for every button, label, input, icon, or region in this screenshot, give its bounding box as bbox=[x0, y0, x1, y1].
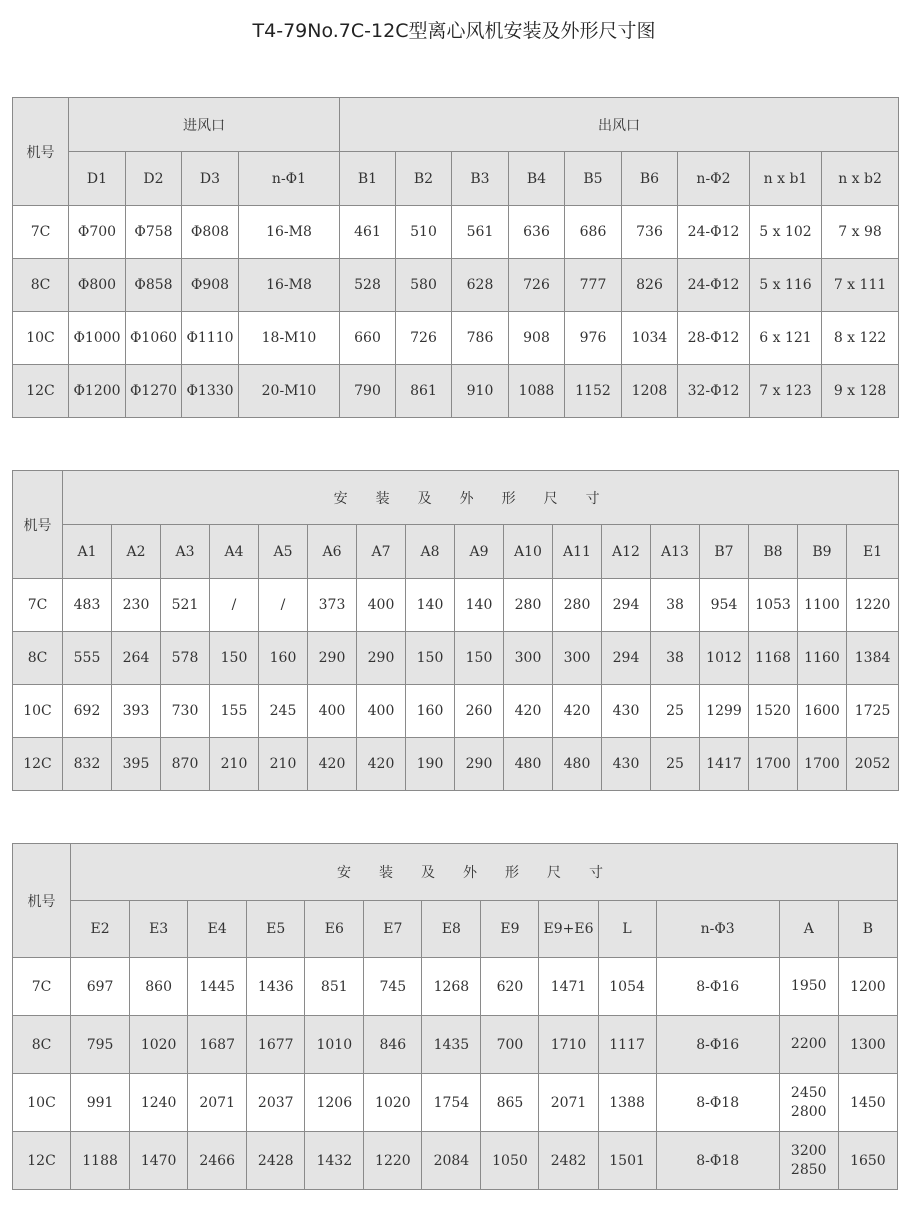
value-cell: 420 bbox=[504, 685, 553, 738]
value-cell: 190 bbox=[406, 738, 455, 791]
inlet-group-header: 进风口 bbox=[69, 98, 340, 152]
value-cell: 578 bbox=[161, 632, 210, 685]
value-cell: 290 bbox=[455, 738, 504, 791]
value-cell: 620 bbox=[481, 958, 539, 1016]
value-cell: 1299 bbox=[700, 685, 749, 738]
value-cell: 1020 bbox=[364, 1074, 422, 1132]
value-cell: 8-Φ18 bbox=[656, 1074, 779, 1132]
value-cell: 1208 bbox=[622, 365, 678, 418]
value-cell: 461 bbox=[340, 206, 396, 259]
value-cell: 150 bbox=[455, 632, 504, 685]
value-cell: 510 bbox=[396, 206, 452, 259]
column-header: B4 bbox=[509, 152, 565, 206]
outlet-group-header: 出风口 bbox=[340, 98, 899, 152]
value-cell: 1725 bbox=[847, 685, 899, 738]
installation-dimensions-table-1 bbox=[12, 470, 899, 791]
column-header: E3 bbox=[130, 901, 188, 958]
value-cell: 150 bbox=[406, 632, 455, 685]
value-cell: 726 bbox=[509, 259, 565, 312]
value-cell: 846 bbox=[364, 1016, 422, 1074]
column-header: A4 bbox=[210, 525, 259, 579]
value-cell: 745 bbox=[364, 958, 422, 1016]
value-cell: 1100 bbox=[798, 579, 847, 632]
machine-no-cell: 10C bbox=[13, 312, 69, 365]
column-header: B3 bbox=[452, 152, 509, 206]
value-cell: 140 bbox=[406, 579, 455, 632]
value-cell: 1700 bbox=[798, 738, 847, 791]
value-cell: Φ800 bbox=[69, 259, 126, 312]
table-row bbox=[13, 632, 899, 685]
value-cell: Φ808 bbox=[182, 206, 239, 259]
value-cell: 6 x 121 bbox=[750, 312, 822, 365]
value-cell: 1384 bbox=[847, 632, 899, 685]
value-cell: 861 bbox=[396, 365, 452, 418]
machine-no-cell: 10C bbox=[13, 685, 63, 738]
table-row bbox=[13, 259, 899, 312]
value-cell: 430 bbox=[602, 738, 651, 791]
value-cell: 976 bbox=[565, 312, 622, 365]
column-header: B5 bbox=[565, 152, 622, 206]
value-cell: 910 bbox=[452, 365, 509, 418]
value-cell: 555 bbox=[63, 632, 112, 685]
column-header: D2 bbox=[126, 152, 182, 206]
value-cell: 1432 bbox=[305, 1132, 364, 1190]
value-cell-b: 1450 bbox=[838, 1074, 897, 1132]
value-cell: / bbox=[259, 579, 308, 632]
value-cell: 400 bbox=[308, 685, 357, 738]
value-cell-a bbox=[779, 1074, 838, 1132]
value-cell: 1012 bbox=[700, 632, 749, 685]
value-cell: 1417 bbox=[700, 738, 749, 791]
value-cell: 260 bbox=[455, 685, 504, 738]
value-cell: 155 bbox=[210, 685, 259, 738]
value-cell: 300 bbox=[553, 632, 602, 685]
value-cell: 1435 bbox=[422, 1016, 481, 1074]
table-row bbox=[13, 206, 899, 259]
value-cell-b: 1650 bbox=[838, 1132, 897, 1190]
value-cell: 730 bbox=[161, 685, 210, 738]
value-cell: 700 bbox=[481, 1016, 539, 1074]
value-cell: Φ1110 bbox=[182, 312, 239, 365]
value-cell: 160 bbox=[259, 632, 308, 685]
installation-group-header: 安装及外形尺寸 bbox=[63, 471, 899, 525]
column-header: n x b2 bbox=[822, 152, 899, 206]
table-row bbox=[13, 365, 899, 418]
value-cell: 420 bbox=[308, 738, 357, 791]
value-cell: 5 x 116 bbox=[750, 259, 822, 312]
value-cell: 25 bbox=[651, 738, 700, 791]
value-cell: 7 x 111 bbox=[822, 259, 899, 312]
a-value: 2200 bbox=[790, 1036, 827, 1052]
value-cell: 1117 bbox=[598, 1016, 656, 1074]
column-header: B8 bbox=[749, 525, 798, 579]
column-header: B1 bbox=[340, 152, 396, 206]
column-header: n x b1 bbox=[750, 152, 822, 206]
value-cell: 24-Φ12 bbox=[678, 206, 750, 259]
value-cell: 430 bbox=[602, 685, 651, 738]
value-cell: 160 bbox=[406, 685, 455, 738]
value-cell: 1445 bbox=[188, 958, 247, 1016]
value-cell: 1168 bbox=[749, 632, 798, 685]
machine-no-cell: 7C bbox=[13, 579, 63, 632]
column-header: E7 bbox=[364, 901, 422, 958]
value-cell: 795 bbox=[71, 1016, 130, 1074]
value-cell: 480 bbox=[553, 738, 602, 791]
table-row bbox=[13, 1016, 898, 1074]
value-cell: 521 bbox=[161, 579, 210, 632]
value-cell: 150 bbox=[210, 632, 259, 685]
column-header: A bbox=[779, 901, 838, 958]
column-header: L bbox=[598, 901, 656, 958]
value-cell: 8-Φ18 bbox=[656, 1132, 779, 1190]
value-cell: 28-Φ12 bbox=[678, 312, 750, 365]
value-cell: 1220 bbox=[847, 579, 899, 632]
value-cell: 393 bbox=[112, 685, 161, 738]
value-cell: 1240 bbox=[130, 1074, 188, 1132]
value-cell: 1754 bbox=[422, 1074, 481, 1132]
value-cell: 1471 bbox=[539, 958, 598, 1016]
value-cell: Φ908 bbox=[182, 259, 239, 312]
installation-group-header: 安装及外形尺寸 bbox=[71, 844, 898, 901]
a-value: 1950 bbox=[790, 978, 827, 994]
value-cell: 420 bbox=[357, 738, 406, 791]
value-cell: 832 bbox=[63, 738, 112, 791]
value-cell: 954 bbox=[700, 579, 749, 632]
a-value: 2850 bbox=[790, 1161, 827, 1178]
value-cell: 1687 bbox=[188, 1016, 247, 1074]
value-cell: 400 bbox=[357, 685, 406, 738]
value-cell: 1160 bbox=[798, 632, 847, 685]
a-value: 3200 bbox=[790, 1142, 827, 1159]
machine-no-cell: 12C bbox=[13, 738, 63, 791]
value-cell: 294 bbox=[602, 579, 651, 632]
value-cell: 294 bbox=[602, 632, 651, 685]
machine-no-header: 机号 bbox=[13, 98, 69, 206]
value-cell: 290 bbox=[357, 632, 406, 685]
column-header: E4 bbox=[188, 901, 247, 958]
column-header: E9+E6 bbox=[539, 901, 598, 958]
value-cell: 8 x 122 bbox=[822, 312, 899, 365]
value-cell: 860 bbox=[130, 958, 188, 1016]
value-cell: 264 bbox=[112, 632, 161, 685]
value-cell: 1268 bbox=[422, 958, 481, 1016]
value-cell: 2037 bbox=[247, 1074, 305, 1132]
table-row bbox=[13, 579, 899, 632]
value-cell: 1700 bbox=[749, 738, 798, 791]
table-row bbox=[13, 685, 899, 738]
value-cell: Φ858 bbox=[126, 259, 182, 312]
column-header: n-Φ3 bbox=[656, 901, 779, 958]
value-cell: Φ1060 bbox=[126, 312, 182, 365]
machine-no-cell: 7C bbox=[13, 958, 71, 1016]
value-cell: 2071 bbox=[539, 1074, 598, 1132]
value-cell: 280 bbox=[553, 579, 602, 632]
value-cell: 5 x 102 bbox=[750, 206, 822, 259]
machine-no-header: 机号 bbox=[13, 844, 71, 958]
value-cell: 483 bbox=[63, 579, 112, 632]
value-cell: 1020 bbox=[130, 1016, 188, 1074]
column-header: A13 bbox=[651, 525, 700, 579]
value-cell: 1053 bbox=[749, 579, 798, 632]
machine-no-cell: 10C bbox=[13, 1074, 71, 1132]
column-header: D1 bbox=[69, 152, 126, 206]
table-row bbox=[13, 738, 899, 791]
value-cell: 25 bbox=[651, 685, 700, 738]
column-header: A2 bbox=[112, 525, 161, 579]
value-cell-b: 1300 bbox=[838, 1016, 897, 1074]
value-cell: 38 bbox=[651, 579, 700, 632]
value-cell: 1054 bbox=[598, 958, 656, 1016]
column-header: A10 bbox=[504, 525, 553, 579]
value-cell: 1600 bbox=[798, 685, 847, 738]
value-cell: 300 bbox=[504, 632, 553, 685]
column-header: D3 bbox=[182, 152, 239, 206]
value-cell: 8-Φ16 bbox=[656, 958, 779, 1016]
column-header: B2 bbox=[396, 152, 452, 206]
value-cell: 373 bbox=[308, 579, 357, 632]
column-header: E8 bbox=[422, 901, 481, 958]
value-cell: 480 bbox=[504, 738, 553, 791]
machine-no-cell: 8C bbox=[13, 1016, 71, 1074]
value-cell: 245 bbox=[259, 685, 308, 738]
column-header: E5 bbox=[247, 901, 305, 958]
value-cell-a bbox=[779, 1016, 838, 1074]
value-cell: 1220 bbox=[364, 1132, 422, 1190]
value-cell: 1034 bbox=[622, 312, 678, 365]
value-cell: 908 bbox=[509, 312, 565, 365]
table-row bbox=[13, 1132, 898, 1190]
value-cell: 686 bbox=[565, 206, 622, 259]
value-cell: 290 bbox=[308, 632, 357, 685]
value-cell: 1520 bbox=[749, 685, 798, 738]
column-header: B bbox=[838, 901, 897, 958]
value-cell: 865 bbox=[481, 1074, 539, 1132]
value-cell: 420 bbox=[553, 685, 602, 738]
value-cell: 660 bbox=[340, 312, 396, 365]
value-cell: 528 bbox=[340, 259, 396, 312]
value-cell: 1010 bbox=[305, 1016, 364, 1074]
inlet-outlet-table bbox=[12, 97, 899, 418]
value-cell: 2071 bbox=[188, 1074, 247, 1132]
value-cell: 16-M8 bbox=[239, 206, 340, 259]
value-cell-b: 1200 bbox=[838, 958, 897, 1016]
value-cell: 7 x 98 bbox=[822, 206, 899, 259]
column-header: A6 bbox=[308, 525, 357, 579]
machine-no-cell: 12C bbox=[13, 365, 69, 418]
value-cell: 2052 bbox=[847, 738, 899, 791]
value-cell: 2482 bbox=[539, 1132, 598, 1190]
value-cell: 1152 bbox=[565, 365, 622, 418]
value-cell: 2466 bbox=[188, 1132, 247, 1190]
value-cell: 580 bbox=[396, 259, 452, 312]
value-cell: 1206 bbox=[305, 1074, 364, 1132]
column-header: A7 bbox=[357, 525, 406, 579]
value-cell: 20-M10 bbox=[239, 365, 340, 418]
value-cell: 2428 bbox=[247, 1132, 305, 1190]
value-cell: 32-Φ12 bbox=[678, 365, 750, 418]
table-row bbox=[13, 312, 899, 365]
value-cell: 38 bbox=[651, 632, 700, 685]
machine-no-header: 机号 bbox=[13, 471, 63, 579]
page-title: T4-79No.7C-12C型离心风机安装及外形尺寸图 bbox=[252, 20, 656, 42]
value-cell: 7 x 123 bbox=[750, 365, 822, 418]
machine-no-cell: 12C bbox=[13, 1132, 71, 1190]
value-cell: Φ1200 bbox=[69, 365, 126, 418]
value-cell: 726 bbox=[396, 312, 452, 365]
column-header: A8 bbox=[406, 525, 455, 579]
table-row bbox=[13, 1074, 898, 1132]
a-value: 2450 bbox=[790, 1084, 827, 1101]
value-cell: 400 bbox=[357, 579, 406, 632]
value-cell: 1501 bbox=[598, 1132, 656, 1190]
value-cell: Φ1000 bbox=[69, 312, 126, 365]
value-cell: 1388 bbox=[598, 1074, 656, 1132]
machine-no-cell: 7C bbox=[13, 206, 69, 259]
column-header: A1 bbox=[63, 525, 112, 579]
value-cell: 2084 bbox=[422, 1132, 481, 1190]
column-header: E2 bbox=[71, 901, 130, 958]
value-cell: 692 bbox=[63, 685, 112, 738]
value-cell: Φ1330 bbox=[182, 365, 239, 418]
value-cell: 1710 bbox=[539, 1016, 598, 1074]
column-header: A12 bbox=[602, 525, 651, 579]
column-header: B7 bbox=[700, 525, 749, 579]
value-cell: 636 bbox=[509, 206, 565, 259]
value-cell: 210 bbox=[259, 738, 308, 791]
value-cell: 697 bbox=[71, 958, 130, 1016]
value-cell-a bbox=[779, 958, 838, 1016]
value-cell: 8-Φ16 bbox=[656, 1016, 779, 1074]
value-cell: 140 bbox=[455, 579, 504, 632]
value-cell: Φ700 bbox=[69, 206, 126, 259]
column-header: A5 bbox=[259, 525, 308, 579]
column-header: B9 bbox=[798, 525, 847, 579]
value-cell: 628 bbox=[452, 259, 509, 312]
column-header: A9 bbox=[455, 525, 504, 579]
value-cell: 1088 bbox=[509, 365, 565, 418]
column-header: E6 bbox=[305, 901, 364, 958]
column-header: E1 bbox=[847, 525, 899, 579]
value-cell: 991 bbox=[71, 1074, 130, 1132]
value-cell: 870 bbox=[161, 738, 210, 791]
value-cell: 230 bbox=[112, 579, 161, 632]
column-header: A3 bbox=[161, 525, 210, 579]
machine-no-cell: 8C bbox=[13, 632, 63, 685]
value-cell: 786 bbox=[452, 312, 509, 365]
column-header: B6 bbox=[622, 152, 678, 206]
column-header: n-Φ1 bbox=[239, 152, 340, 206]
value-cell: Φ758 bbox=[126, 206, 182, 259]
a-value: 2800 bbox=[790, 1103, 827, 1120]
value-cell: 1050 bbox=[481, 1132, 539, 1190]
column-header: E9 bbox=[481, 901, 539, 958]
installation-dimensions-table-2 bbox=[12, 843, 898, 1190]
value-cell: 280 bbox=[504, 579, 553, 632]
table-row bbox=[13, 958, 898, 1016]
value-cell: 210 bbox=[210, 738, 259, 791]
value-cell: 790 bbox=[340, 365, 396, 418]
value-cell: / bbox=[210, 579, 259, 632]
value-cell: 18-M10 bbox=[239, 312, 340, 365]
value-cell: Φ1270 bbox=[126, 365, 182, 418]
value-cell: 736 bbox=[622, 206, 678, 259]
value-cell: 777 bbox=[565, 259, 622, 312]
value-cell-a bbox=[779, 1132, 838, 1190]
value-cell: 1436 bbox=[247, 958, 305, 1016]
column-header: n-Φ2 bbox=[678, 152, 750, 206]
value-cell: 1677 bbox=[247, 1016, 305, 1074]
value-cell: 561 bbox=[452, 206, 509, 259]
value-cell: 16-M8 bbox=[239, 259, 340, 312]
value-cell: 24-Φ12 bbox=[678, 259, 750, 312]
value-cell: 9 x 128 bbox=[822, 365, 899, 418]
column-header: A11 bbox=[553, 525, 602, 579]
value-cell: 1470 bbox=[130, 1132, 188, 1190]
value-cell: 826 bbox=[622, 259, 678, 312]
value-cell: 395 bbox=[112, 738, 161, 791]
machine-no-cell: 8C bbox=[13, 259, 69, 312]
value-cell: 851 bbox=[305, 958, 364, 1016]
value-cell: 1188 bbox=[71, 1132, 130, 1190]
